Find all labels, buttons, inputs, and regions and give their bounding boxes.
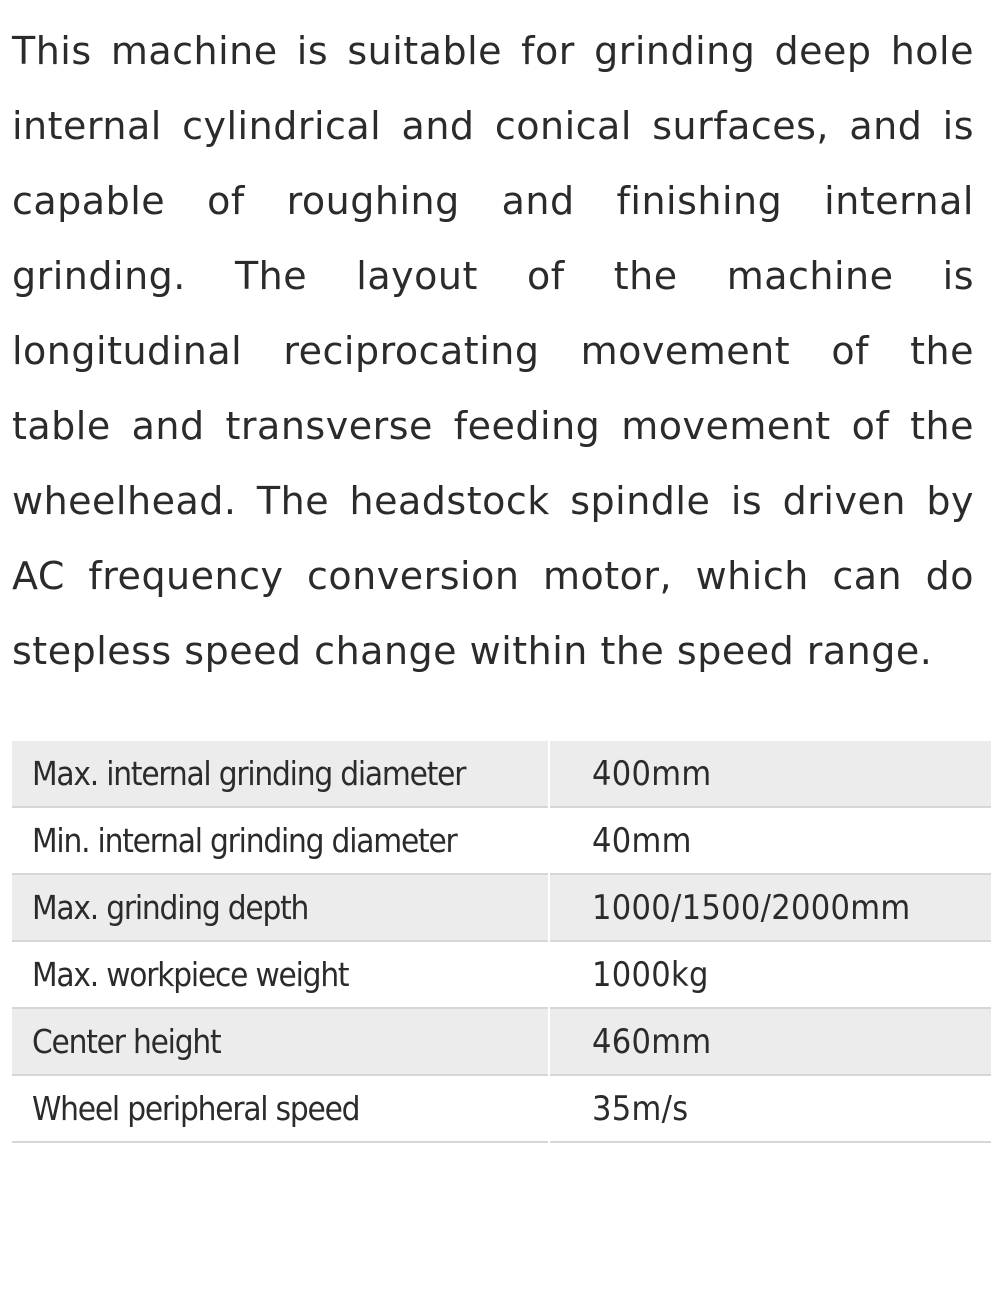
spec-value: 460mm — [549, 1008, 991, 1075]
table-row — [12, 941, 991, 1008]
spec-label: Max. internal grinding diameter — [12, 741, 549, 807]
description-line: capable of roughing and finishing internal — [12, 179, 974, 223]
table-row — [12, 874, 991, 941]
spec-value: 40mm — [592, 820, 692, 861]
spec-label: Min. internal grinding diameter — [12, 807, 549, 874]
description-line: longitudinal reciprocating movement of the — [12, 329, 974, 373]
table-row — [12, 741, 991, 807]
description-line: internal cylindrical and conical surfaces, and is — [12, 104, 974, 148]
description-line: grinding. The layout of the machine is — [12, 254, 974, 298]
description-line: This machine is suitable for grinding deep hole — [12, 29, 974, 73]
spec-label: Max. grinding depth — [12, 874, 549, 941]
spec-label: Wheel peripheral speed — [12, 1075, 549, 1142]
description-line: AC frequency conversion motor, which can do — [12, 554, 974, 598]
table-row — [12, 1008, 991, 1075]
table-row — [12, 1075, 991, 1142]
table-row — [12, 807, 991, 874]
spec-label: Center height — [12, 1008, 549, 1075]
spec-value: 400mm — [549, 741, 991, 807]
description-line: stepless speed change within the speed range. — [12, 629, 933, 673]
spec-table — [12, 741, 991, 1143]
spec-label: Max. workpiece weight — [12, 941, 549, 1008]
machine-description — [12, 14, 974, 689]
spec-value: 1000kg — [592, 954, 709, 995]
description-line: wheelhead. The headstock spindle is driven by — [12, 479, 974, 523]
spec-value: 35m/s — [592, 1088, 689, 1129]
description-line: table and transverse feeding movement of the — [12, 404, 974, 448]
spec-value: 1000/1500/2000mm — [549, 874, 991, 941]
